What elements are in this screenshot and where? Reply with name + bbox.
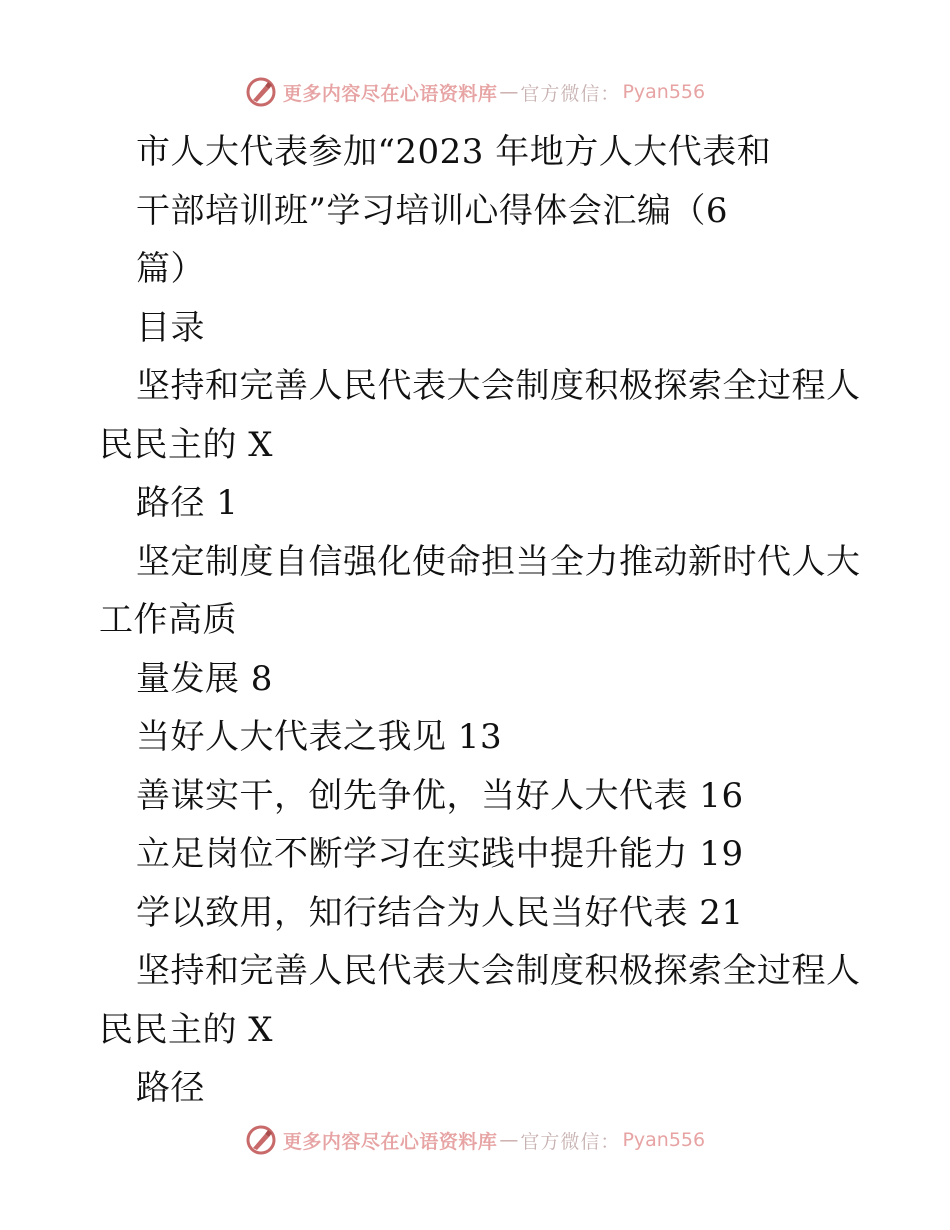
watermark-separator: —	[499, 81, 519, 103]
watermark-sub-text: 官方微信：	[520, 1130, 621, 1153]
document-body	[99, 123, 859, 1118]
pen-circle-icon	[245, 1124, 277, 1156]
watermark-footer	[0, 1120, 950, 1160]
watermark-separator: —	[499, 1129, 519, 1151]
document-line: 当好人大代表之我见 13	[136, 717, 503, 757]
document-line: 市人大代表参加“2023 年地方人大代表和	[136, 132, 772, 172]
document-line: 坚定制度自信强化使命担当全力推动新时代人大	[136, 541, 861, 582]
document-line: 篇）	[136, 249, 205, 289]
document-line: 民民主的 X	[99, 1009, 274, 1050]
document-line: 民民主的 X	[99, 424, 274, 465]
document-line: 学以致用，知行结合为人民当好代表 21	[136, 892, 744, 933]
document-line: 立足岗位不断学习在实践中提升能力 19	[136, 834, 744, 874]
watermark-wechat-id: Pyan556	[622, 1129, 706, 1151]
document-line: 坚持和完善人民代表大会制度积极探索全过程人	[136, 366, 861, 406]
document-line: 工作高质	[99, 600, 237, 640]
watermark-wechat-id: Pyan556	[622, 81, 706, 103]
watermark-main-text: 更多内容尽在心语资料库	[282, 1130, 498, 1153]
document-line: 目录	[136, 307, 205, 348]
document-line: 善谋实干，创先争优，当好人大代表 16	[136, 775, 744, 816]
document-line: 干部培训班”学习培训心得体会汇编（6	[136, 190, 729, 231]
pen-circle-icon	[245, 76, 277, 108]
document-line: 路径	[136, 1068, 205, 1108]
document-line: 坚持和完善人民代表大会制度积极探索全过程人	[136, 951, 861, 991]
watermark-sub-text: 官方微信：	[520, 82, 621, 105]
document-line: 量发展 8	[136, 658, 273, 699]
watermark-header	[0, 72, 950, 112]
document-line: 路径 1	[136, 483, 239, 523]
watermark-main-text: 更多内容尽在心语资料库	[282, 82, 498, 105]
